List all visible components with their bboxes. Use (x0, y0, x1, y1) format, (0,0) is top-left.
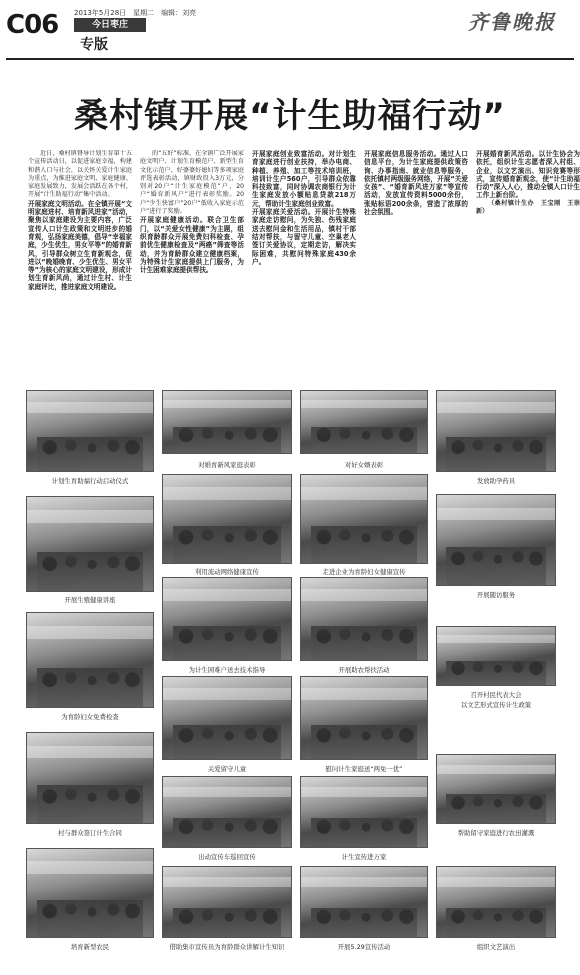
photo-caption: 开展5.29宣传活动 (337, 943, 391, 951)
newspaper-logo: 齐鲁晚报 (468, 10, 556, 34)
photo (162, 776, 292, 848)
photo (300, 866, 428, 938)
article-paragraph: 开展家庭文明活动。在全镇开展“文明家庭进村、培育新风进家”活动，聚焦以家庭建设为主要内容，广泛宣传人口计生政策和文明进步的婚育观，弘扬家庭美德，倡导“幸福家庭，少生优生，男女平等”的婚育新风，引导群众树立生育新观念，促进以“晚婚晚育、少生优生、男女平等”为核心的家庭文明建设，形成计划生育新风尚，通过计生村、计生家庭评比，推进家庭文明建设。 (28, 199, 132, 291)
photo (436, 626, 556, 686)
photo-caption: 为育龄妇女免费检查 (61, 713, 119, 721)
photo-caption: 开展助农帮扶活动 (338, 666, 390, 674)
photo-caption: 计划生育助福行动启动仪式 (51, 477, 129, 485)
header-rule (6, 58, 574, 60)
photo (26, 496, 154, 592)
article-paragraph: 开展家庭关爱活动。开展计生特殊家庭走访慰问，为失独、伤残家庭送去慰问金和生活用品，镇村干部结对帮扶，与留守儿童、空巢老人签订关爱协议，定期走访，解决实际困难，共慰问特殊家庭430余户。 (252, 208, 356, 266)
photo-caption: 计生宣传进万家 (341, 853, 387, 861)
photo-caption: 开展生殖健康讲座 (64, 596, 116, 604)
article-byline: （桑村镇计生办 王宝刚 王崇新） (476, 199, 580, 216)
article-column-4 (364, 150, 468, 378)
column-banner: 今日枣庄 (74, 18, 146, 32)
photo-caption: 关爱留守儿童 (207, 765, 247, 773)
photo (300, 474, 428, 564)
photo-caption: 借助集市宣传员为育龄群众讲解计生知识 (169, 943, 285, 951)
article-paragraph: 开展家庭信息服务活动。通过人口信息平台，为计生家庭提供政策咨询、办事指南、就业信息等服务，依托镇村两级服务网络，开展“关爱女孩”、“婚育新风进万家”等宣传活动，发放宣传资料5000余份，张贴标语200余条，营造了浓厚的社会氛围。 (364, 150, 468, 217)
photo-caption: 召开村民代表大会 (470, 691, 522, 699)
photo-caption: 帮助留守家庭进行农田灌溉 (457, 829, 535, 837)
page-header (0, 0, 580, 62)
photo (26, 612, 154, 708)
photo (300, 776, 428, 848)
dateline: 2013年5月28日 星期二 编辑：刘亮 (74, 9, 197, 17)
photo-caption: 发放助孕药具 (476, 477, 516, 485)
photo (162, 676, 292, 760)
photo-caption: 利用流动网络健康宣传 (195, 568, 259, 576)
photo-caption: 村与群众签订计生合同 (58, 829, 122, 837)
photo-caption: 对好女婿表彰 (344, 461, 384, 469)
photo (300, 676, 428, 760)
photo-caption: 为计生困难户送去技术指导 (188, 666, 266, 674)
photo-caption: 组织文艺演出 (476, 943, 516, 951)
photo-caption: 走进企业为育龄妇女健康宣传 (322, 568, 406, 576)
photo-caption: 出动宣传车巡回宣传 (198, 853, 256, 861)
section-name: 专版 (80, 37, 108, 53)
photo (162, 474, 292, 564)
article-paragraph: 开展婚育新风活动。以计生协会为依托，组织计生志愿者深入村组、企业，以文艺演出、知识竞赛等形式，宣传婚育新观念，使“计生助福行动”深入人心，推动全镇人口计生工作上新台阶。 (476, 150, 580, 200)
article-column-2 (140, 150, 244, 378)
article-paragraph: 开展家庭健康活动。联合卫生部门，以“关爱女性健康”为主题，组织育龄群众开展免费妇科检查、孕前优生健康检查及“两癌”筛查等活动，并为育龄群众建立健康档案，为特殊计生家庭提供上门服务，为计生困难家庭提供帮扶。 (140, 216, 244, 275)
article-column-5 (476, 150, 580, 378)
photo (162, 577, 292, 661)
photo (436, 390, 556, 472)
photo (162, 390, 292, 454)
article-column-3 (252, 150, 356, 378)
photo (26, 390, 154, 472)
photo (26, 848, 154, 938)
photo-caption: 培育新型农民 (70, 943, 110, 951)
headline: 桑村镇开展“计生助福行动” (74, 96, 506, 136)
photo (162, 866, 292, 938)
photo (300, 577, 428, 661)
photo-caption: 开展随访服务 (476, 591, 516, 599)
photo (436, 754, 556, 824)
article-paragraph: 近日，桑村镇督导计划生育第十五个宣传活动日，以促进家庭幸福，构建和谐人口与社会，以关怀关爱计生家庭为重点，为推进家庭文明、家庭健康、家庭发展致力，发展会活跃在各个村，开展“计生助福行动”集中活动。 (28, 150, 132, 199)
photo (300, 390, 428, 454)
page-number: C06 (6, 10, 59, 40)
article-column-1 (28, 150, 132, 378)
photo (436, 866, 556, 938)
photo-caption: 以文艺形式宣传计生政策 (460, 701, 532, 709)
photo-caption: 对婚育新风家庭表彰 (198, 461, 256, 469)
article-paragraph: 开展家庭创业致富活动。对计划生育家庭进行创业扶持，举办电商、种植、养殖、加工等技术培训班，培训计生户560户，引导群众依靠科技致富，同时协调农商银行为计生家庭发放小额贴息贷款218万元，帮助计生家庭创业致富。 (252, 150, 356, 208)
photo (26, 732, 154, 824)
article-paragraph: 的“五好”标准，在全镇广泛开展家庭文明户、计划生育模范户、新型生育文化示范户、好婆婆好媳妇等多项家庭评选表彰活动，镇财政投入3万元，分别对20户“计生家庭模范”户、20户“婚育新风户”进行表彰奖励。20户“少生快富户”20户“低收入家庭示范户”进行了奖励。 (140, 150, 244, 216)
photo (436, 494, 556, 586)
photo-caption: 慰问计生家庭送“两免一优” (325, 765, 403, 773)
